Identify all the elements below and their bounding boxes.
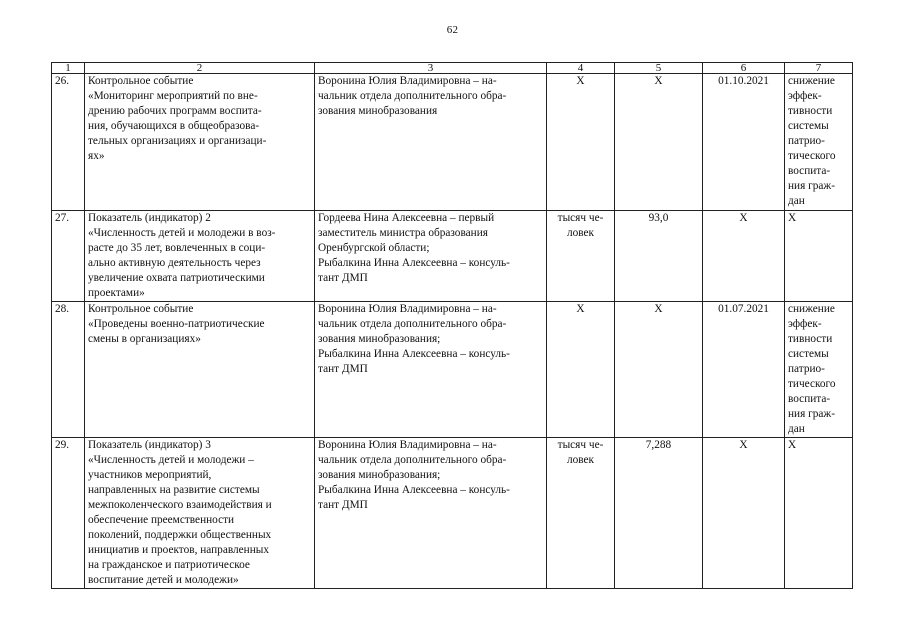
responsible-line: зования минобразования [318,105,438,117]
value: 7,288 [615,438,703,589]
event-name-line: расте до 35 лет, вовлеченных в соци- [88,242,266,254]
value: 93,0 [615,211,703,302]
event-name-line: «Мониторинг мероприятий по вне- [88,90,258,102]
note-line: X [788,439,797,451]
note-line: тивности [788,333,833,345]
event-name-line: Контрольное событие [88,75,194,87]
event-name-line: «Проведены военно-патриотические [88,318,265,330]
column-header: 5 [615,63,703,74]
note-line: X [788,212,797,224]
note-line: ния граж- [788,408,835,420]
table-row [52,302,853,438]
unit-line: X [576,303,585,315]
responsible-line: чальник отдела дополнительного обра- [318,454,507,466]
event-name [85,211,315,302]
responsible [315,211,547,302]
note [785,438,853,589]
note-line: снижение [788,75,835,87]
event-name-line: межпоколенческого взаимодействия и [88,499,272,511]
row-number: 29. [52,438,85,589]
event-name-line: Контрольное событие [88,303,194,315]
note-line: эффек- [788,318,822,330]
event-name-line: ально активную деятельность через [88,257,261,269]
responsible-line: зования минобразования; [318,333,441,345]
column-header: 1 [52,63,85,74]
event-name-line: проектами» [88,287,145,299]
unit [547,438,615,589]
note-line: системы [788,348,829,360]
responsible-line: заместитель министра образования [318,227,488,239]
value: X [615,74,703,211]
column-header: 7 [785,63,853,74]
responsible-line: тант ДМП [318,363,368,375]
row-number: 26. [52,74,85,211]
responsible-line: Рыбалкина Инна Алексеевна – консуль- [318,257,510,269]
note-line: дан [788,195,805,207]
note-line: тивности [788,105,833,117]
responsible-line: зования минобразования; [318,469,441,481]
note-line: воспита- [788,165,831,177]
event-name-line: на гражданское и патриотическое [88,559,250,571]
value: X [615,302,703,438]
plan-table [51,62,853,589]
unit-line: ловек [566,227,595,239]
responsible-line: Рыбалкина Инна Алексеевна – консуль- [318,484,510,496]
responsible-line: Рыбалкина Инна Алексеевна – консуль- [318,348,510,360]
responsible-line: чальник отдела дополнительного обра- [318,318,507,330]
responsible-line: Воронина Юлия Владимировна – на- [318,439,497,451]
event-name-line: участников мероприятий, [88,469,212,481]
header-row [52,63,853,74]
note [785,74,853,211]
responsible [315,74,547,211]
page-number: 62 [446,24,459,36]
note [785,211,853,302]
event-name-line: увеличение охвата патриотическими [88,272,265,284]
due-date: X [703,438,785,589]
event-name [85,302,315,438]
responsible-line: чальник отдела дополнительного обра- [318,90,507,102]
note-line: ния граж- [788,180,835,192]
note-line: снижение [788,303,835,315]
event-name-line: Показатель (индикатор) 2 [88,212,211,224]
note-line: патрио- [788,135,825,147]
due-date: 01.10.2021 [703,74,785,211]
event-name-line: тельных организациях и организаци- [88,135,267,147]
row-number: 27. [52,211,85,302]
column-header: 6 [703,63,785,74]
due-date: 01.07.2021 [703,302,785,438]
table-row [52,211,853,302]
event-name-line: воспитание детей и молодежи» [88,574,239,586]
event-name-line: поколений, поддержки общественных [88,529,272,541]
event-name-line: смены в организациях» [88,333,201,345]
event-name-line: инициатив и проектов, направленных [88,544,269,556]
note-line: тического [788,378,836,390]
event-name-line: обеспечение преемственности [88,514,235,526]
event-name-line: «Численность детей и молодежи в воз- [88,227,276,239]
responsible-line: Оренбургской области; [318,242,430,254]
table-row [52,74,853,211]
note-line: системы [788,120,829,132]
note-line: эффек- [788,90,822,102]
note-line: патрио- [788,363,825,375]
event-name-line: ния, обучающихся в общеобразова- [88,120,260,132]
unit [547,211,615,302]
responsible-line: Воронина Юлия Владимировна – на- [318,75,497,87]
note [785,302,853,438]
column-header: 2 [85,63,315,74]
event-name [85,438,315,589]
responsible [315,438,547,589]
unit-line: X [576,75,585,87]
note-line: тического [788,150,836,162]
responsible-line: тант ДМП [318,272,368,284]
note-line: воспита- [788,393,831,405]
note-line: дан [788,423,805,435]
due-date: X [703,211,785,302]
responsible-line: Гордеева Нина Алексеевна – первый [318,212,495,224]
unit [547,302,615,438]
responsible-line: Воронина Юлия Владимировна – на- [318,303,497,315]
responsible [315,302,547,438]
unit [547,74,615,211]
event-name [85,74,315,211]
event-name-line: дрению рабочих программ воспита- [88,105,262,117]
event-name-line: Показатель (индикатор) 3 [88,439,211,451]
event-name-line: ях» [88,150,105,162]
unit-line: тысяч че- [557,212,604,224]
event-name-line: «Численность детей и молодежи – [88,454,254,466]
row-number: 28. [52,302,85,438]
event-name-line: направленных на развитие системы [88,484,260,496]
column-header: 4 [547,63,615,74]
column-header: 3 [315,63,547,74]
unit-line: тысяч че- [557,439,604,451]
unit-line: ловек [566,454,595,466]
table-row [52,438,853,589]
responsible-line: тант ДМП [318,499,368,511]
